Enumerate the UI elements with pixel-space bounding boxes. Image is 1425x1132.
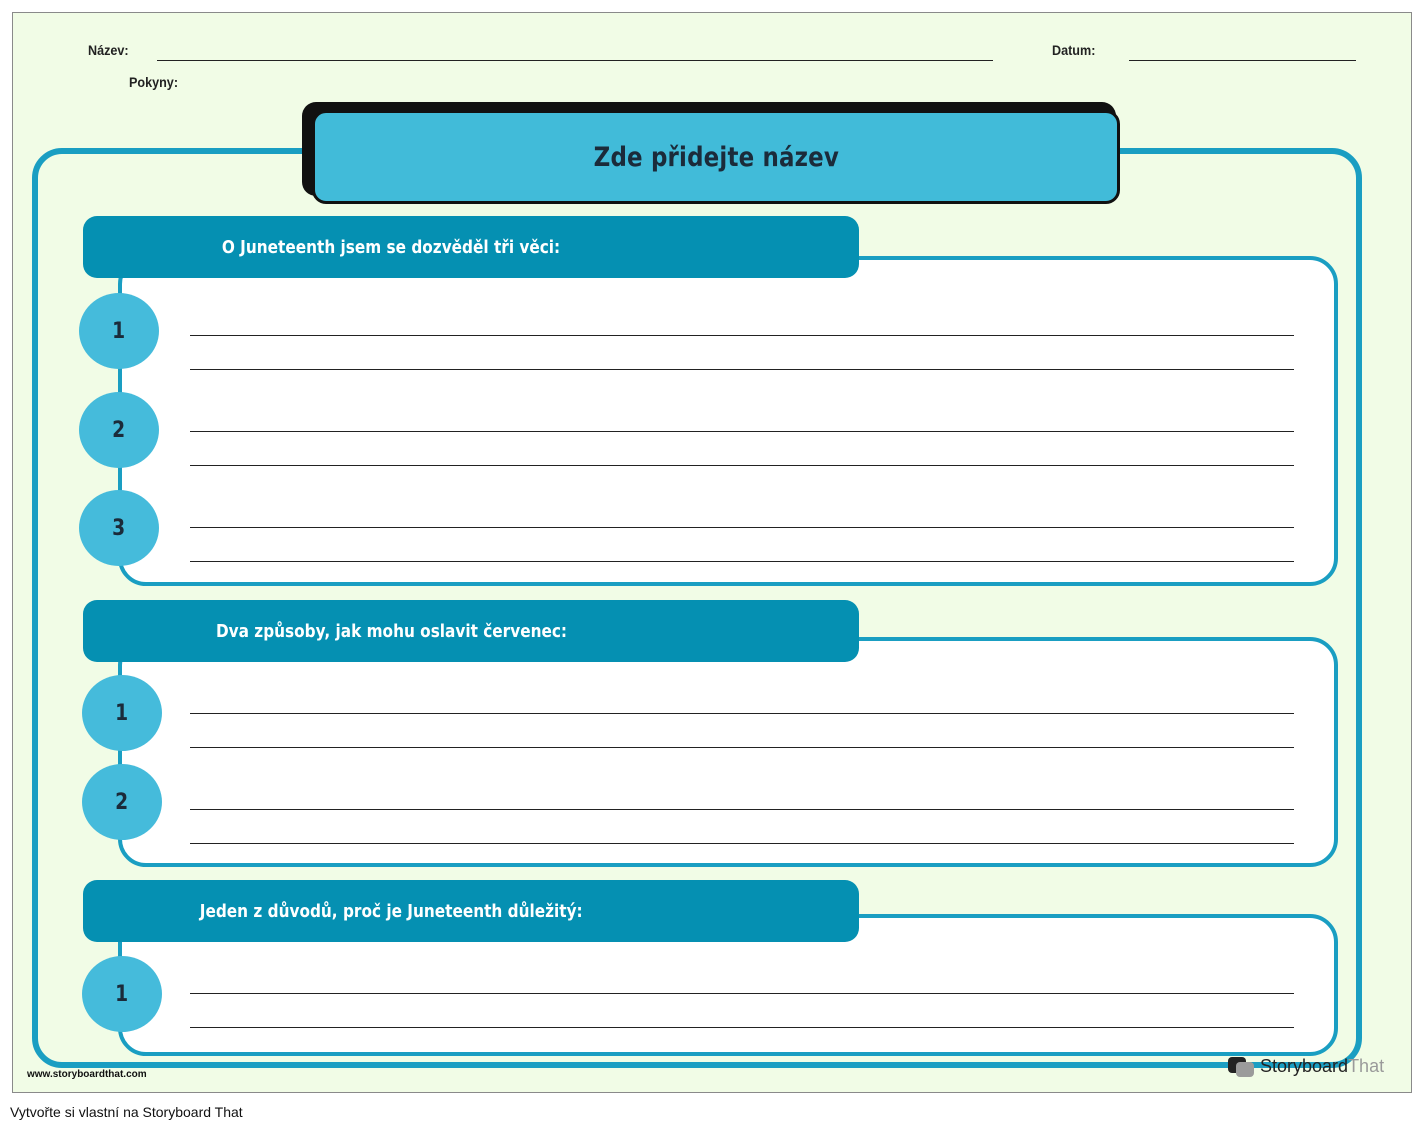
section-2-header-text: Dva způsoby, jak mohu oslavit červenec: — [215, 620, 567, 642]
section-1-number-3: 3 — [79, 490, 159, 566]
writing-line[interactable] — [190, 465, 1294, 466]
section-1-header-text: O Juneteenth jsem se dozvěděl tři věci: — [221, 236, 561, 258]
writing-line[interactable] — [190, 527, 1294, 528]
speech-bubbles-icon — [1228, 1057, 1254, 1077]
instructions-label: Pokyny: — [129, 74, 179, 90]
section-2-header — [83, 600, 859, 662]
section-1-panel — [118, 256, 1338, 586]
section-2-panel — [118, 637, 1338, 867]
writing-line[interactable] — [190, 1027, 1294, 1028]
date-line — [1129, 60, 1356, 61]
storyboardthat-logo — [1228, 1056, 1384, 1077]
section-2-number-2: 2 — [82, 764, 162, 840]
writing-line[interactable] — [190, 369, 1294, 370]
writing-line[interactable] — [190, 809, 1294, 810]
logo-text: StoryboardThat — [1260, 1056, 1385, 1076]
writing-line[interactable] — [190, 561, 1294, 562]
writing-line[interactable] — [190, 713, 1294, 714]
footer-link[interactable]: Vytvořte si vlastní na Storyboard That — [10, 1104, 243, 1120]
page-title: Zde přidejte název — [593, 141, 839, 173]
section-1-number-2: 2 — [79, 392, 159, 468]
name-line — [157, 60, 993, 61]
section-3-number-1: 1 — [82, 956, 162, 1032]
name-label: Název: — [88, 42, 129, 58]
section-1-number-1: 1 — [79, 293, 159, 369]
section-3-header-text: Jeden z důvodů, proč je Juneteenth důležitý: — [199, 900, 583, 922]
date-label: Datum: — [1052, 42, 1096, 58]
title-box — [312, 110, 1120, 204]
website-url: www.storyboardthat.com — [27, 1069, 147, 1080]
writing-line[interactable] — [190, 335, 1294, 336]
writing-line[interactable] — [190, 843, 1294, 844]
writing-line[interactable] — [190, 431, 1294, 432]
writing-line[interactable] — [190, 993, 1294, 994]
section-3-header — [83, 880, 859, 942]
section-1-header — [83, 216, 859, 278]
section-2-number-1: 1 — [82, 675, 162, 751]
writing-line[interactable] — [190, 747, 1294, 748]
